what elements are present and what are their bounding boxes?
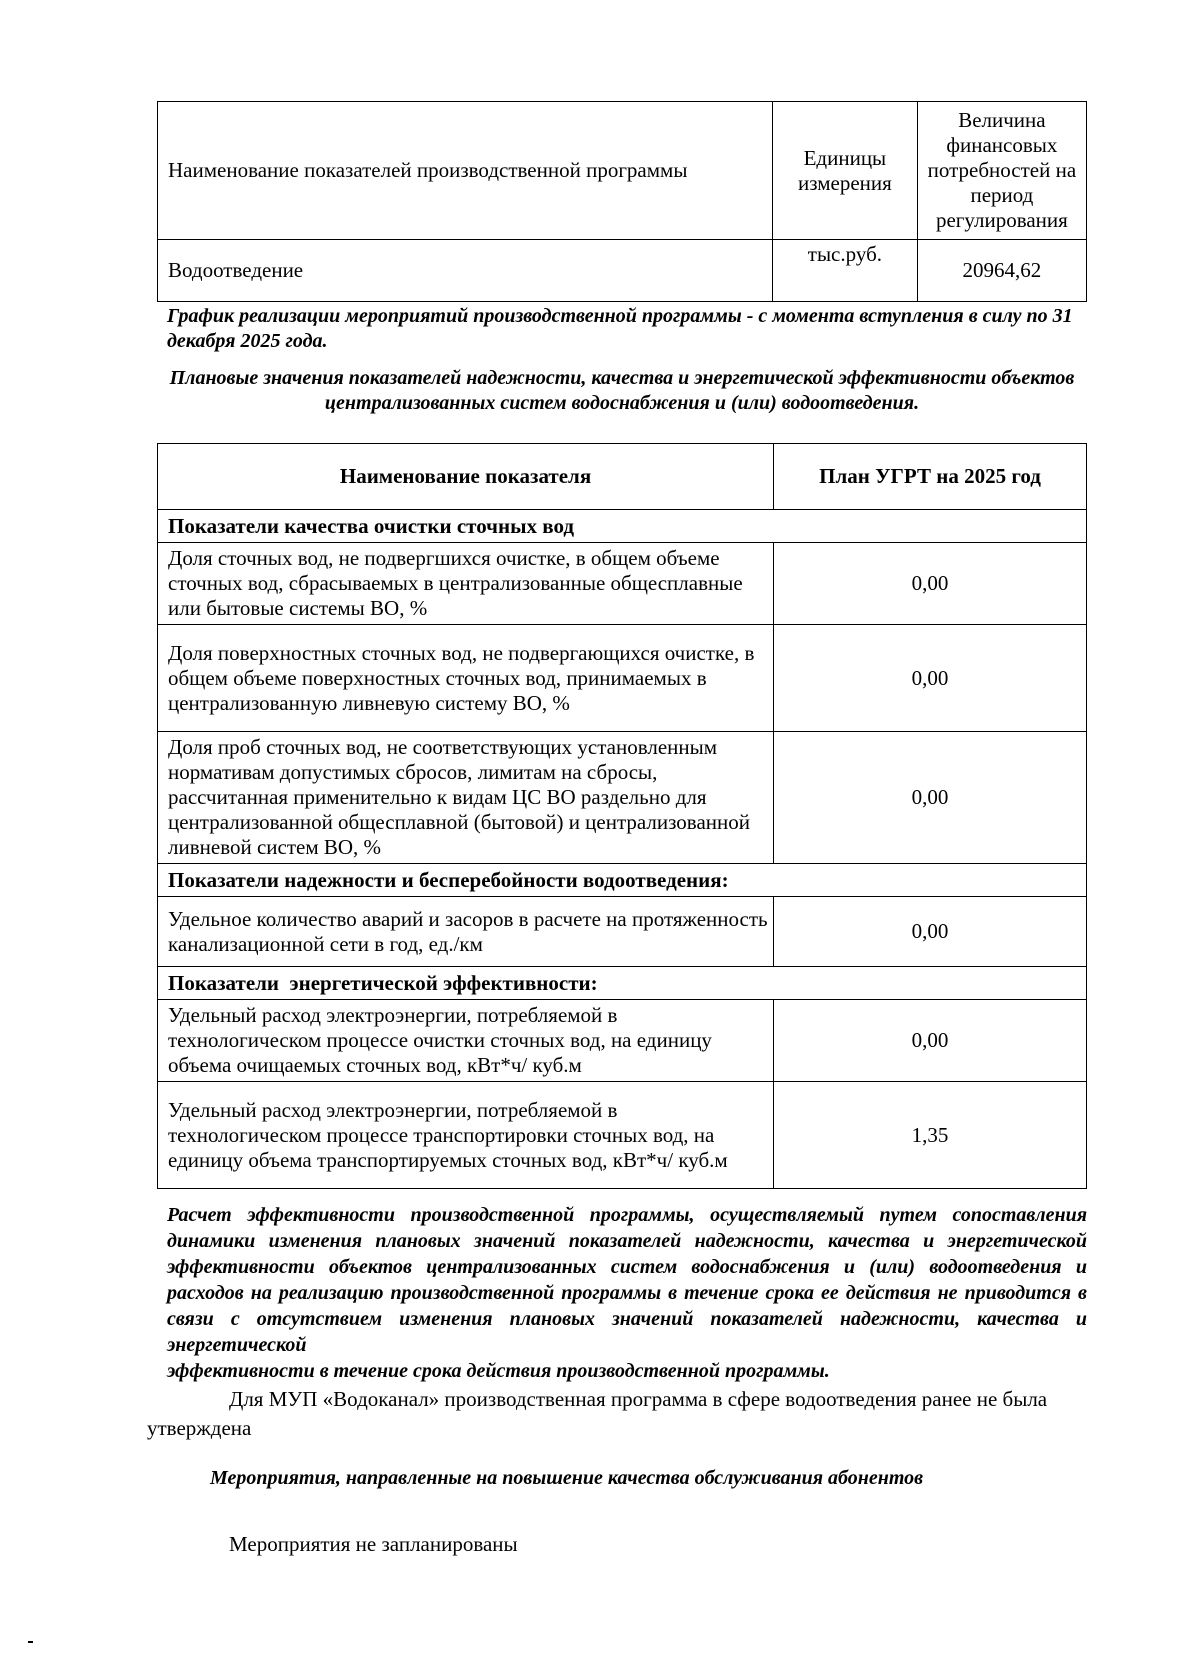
section-title: Показатели качества очистки сточных вод <box>158 510 1087 543</box>
table-row <box>158 240 1087 302</box>
row-value: 20964,62 <box>917 240 1086 302</box>
header-plan-value: План УГРТ на 2025 год <box>774 444 1087 510</box>
plan-title: Плановые значения показателей надежности, качества и энергетической эффективности объектов централизованных систем водоснабжения и (или) водоотведения. <box>169 367 1075 414</box>
table-header-row <box>158 444 1087 510</box>
table-header-row <box>158 102 1087 240</box>
indicator-value: 0,00 <box>774 1000 1087 1082</box>
indicator-name: Доля проб сточных вод, не соответствующих установленным нормативам допустимых сбросов, лимитам на сбросы, рассчитанная применительно к видам ЦС ВО раздельно для централизованной общесплавной (бытовой) и централизованной ливневой систем ВО, % <box>158 732 774 864</box>
table-row <box>158 543 1087 625</box>
header-indicator-name: Наименование показателей производственной программы <box>158 102 773 240</box>
header-indicator-name: Наименование показателя <box>158 444 774 510</box>
indicators-table <box>157 443 1087 1189</box>
indicator-name: Удельный расход электроэнергии, потребляемой в технологическом процессе очистки сточных вод, на единицу объема очищаемых сточных вод, кВт*ч/ куб.м <box>158 1000 774 1082</box>
indicator-value: 1,35 <box>774 1082 1087 1189</box>
schedule-text: График реализации мероприятий производственной программы - с момента вступления в силу по 31 декабря 2025 года. <box>167 305 1073 352</box>
calculation-paragraph: Расчет эффективности производственной программы, осуществляемый путем сопоставления динамики изменения плановых значений показателей надежности, качества и энергетической эффективности объектов централизованных систем водоснабжения и (или) водоотведения и расходов на реализацию производственной программы в течение срока ее действия не приводится в связи с отсутствием изменения плановых значений показателей надежности, качества и энергетической <box>167 1204 1087 1356</box>
approval-paragraph <box>147 1385 1087 1443</box>
section-heading <box>158 864 1087 897</box>
indicator-name: Удельное количество аварий и засоров в расчете на протяженность канализационной сети в год, ед./км <box>158 897 774 967</box>
section-title: Показатели энергетической эффективности: <box>158 967 1087 1000</box>
row-unit: тыс.руб. <box>772 240 917 302</box>
measures-title: Мероприятия, направленные на повышение качества обслуживания абонентов <box>210 1467 924 1489</box>
calculation-paragraph-end: эффективности в течение срока действия производственной программы. <box>167 1360 830 1382</box>
measures-text: Мероприятия не запланированы <box>229 1532 518 1556</box>
indicator-name: Доля поверхностных сточных вод, не подвергающихся очистке, в общем объеме поверхностных сточных вод, принимаемых в централизованную ливневую систему ВО, % <box>158 625 774 732</box>
table-row <box>158 732 1087 864</box>
indicator-value: 0,00 <box>774 543 1087 625</box>
financial-needs-table <box>157 101 1087 302</box>
table-row <box>158 625 1087 732</box>
header-unit: Единицы измерения <box>772 102 917 240</box>
section-title: Показатели надежности и бесперебойности водоотведения: <box>158 864 1087 897</box>
indicator-name: Удельный расход электроэнергии, потребляемой в технологическом процессе транспортировки сточных вод, на единицу объема транспортируемых сточных вод, кВт*ч/ куб.м <box>158 1082 774 1189</box>
table-row <box>158 897 1087 967</box>
indicator-value: 0,00 <box>774 897 1087 967</box>
section-heading <box>158 967 1087 1000</box>
section-heading <box>158 510 1087 543</box>
indicator-value: 0,00 <box>774 625 1087 732</box>
indicator-name: Доля сточных вод, не подвергшихся очистке, в общем объеме сточных вод, сбрасываемых в централизованные общесплавные или бытовые системы ВО, % <box>158 543 774 625</box>
row-name: Водоотведение <box>158 240 773 302</box>
table-row <box>158 1000 1087 1082</box>
efficiency-calculation-text <box>167 1202 1087 1384</box>
header-financial-value: Величина финансовых потребностей на период регулирования <box>917 102 1086 240</box>
table-row <box>158 1082 1087 1189</box>
indicator-value: 0,00 <box>774 732 1087 864</box>
scan-mark <box>28 1641 33 1643</box>
approval-text: Для МУП «Водоканал» производственная программа в сфере водоотведения ранее не была утверждена <box>147 1387 1048 1440</box>
